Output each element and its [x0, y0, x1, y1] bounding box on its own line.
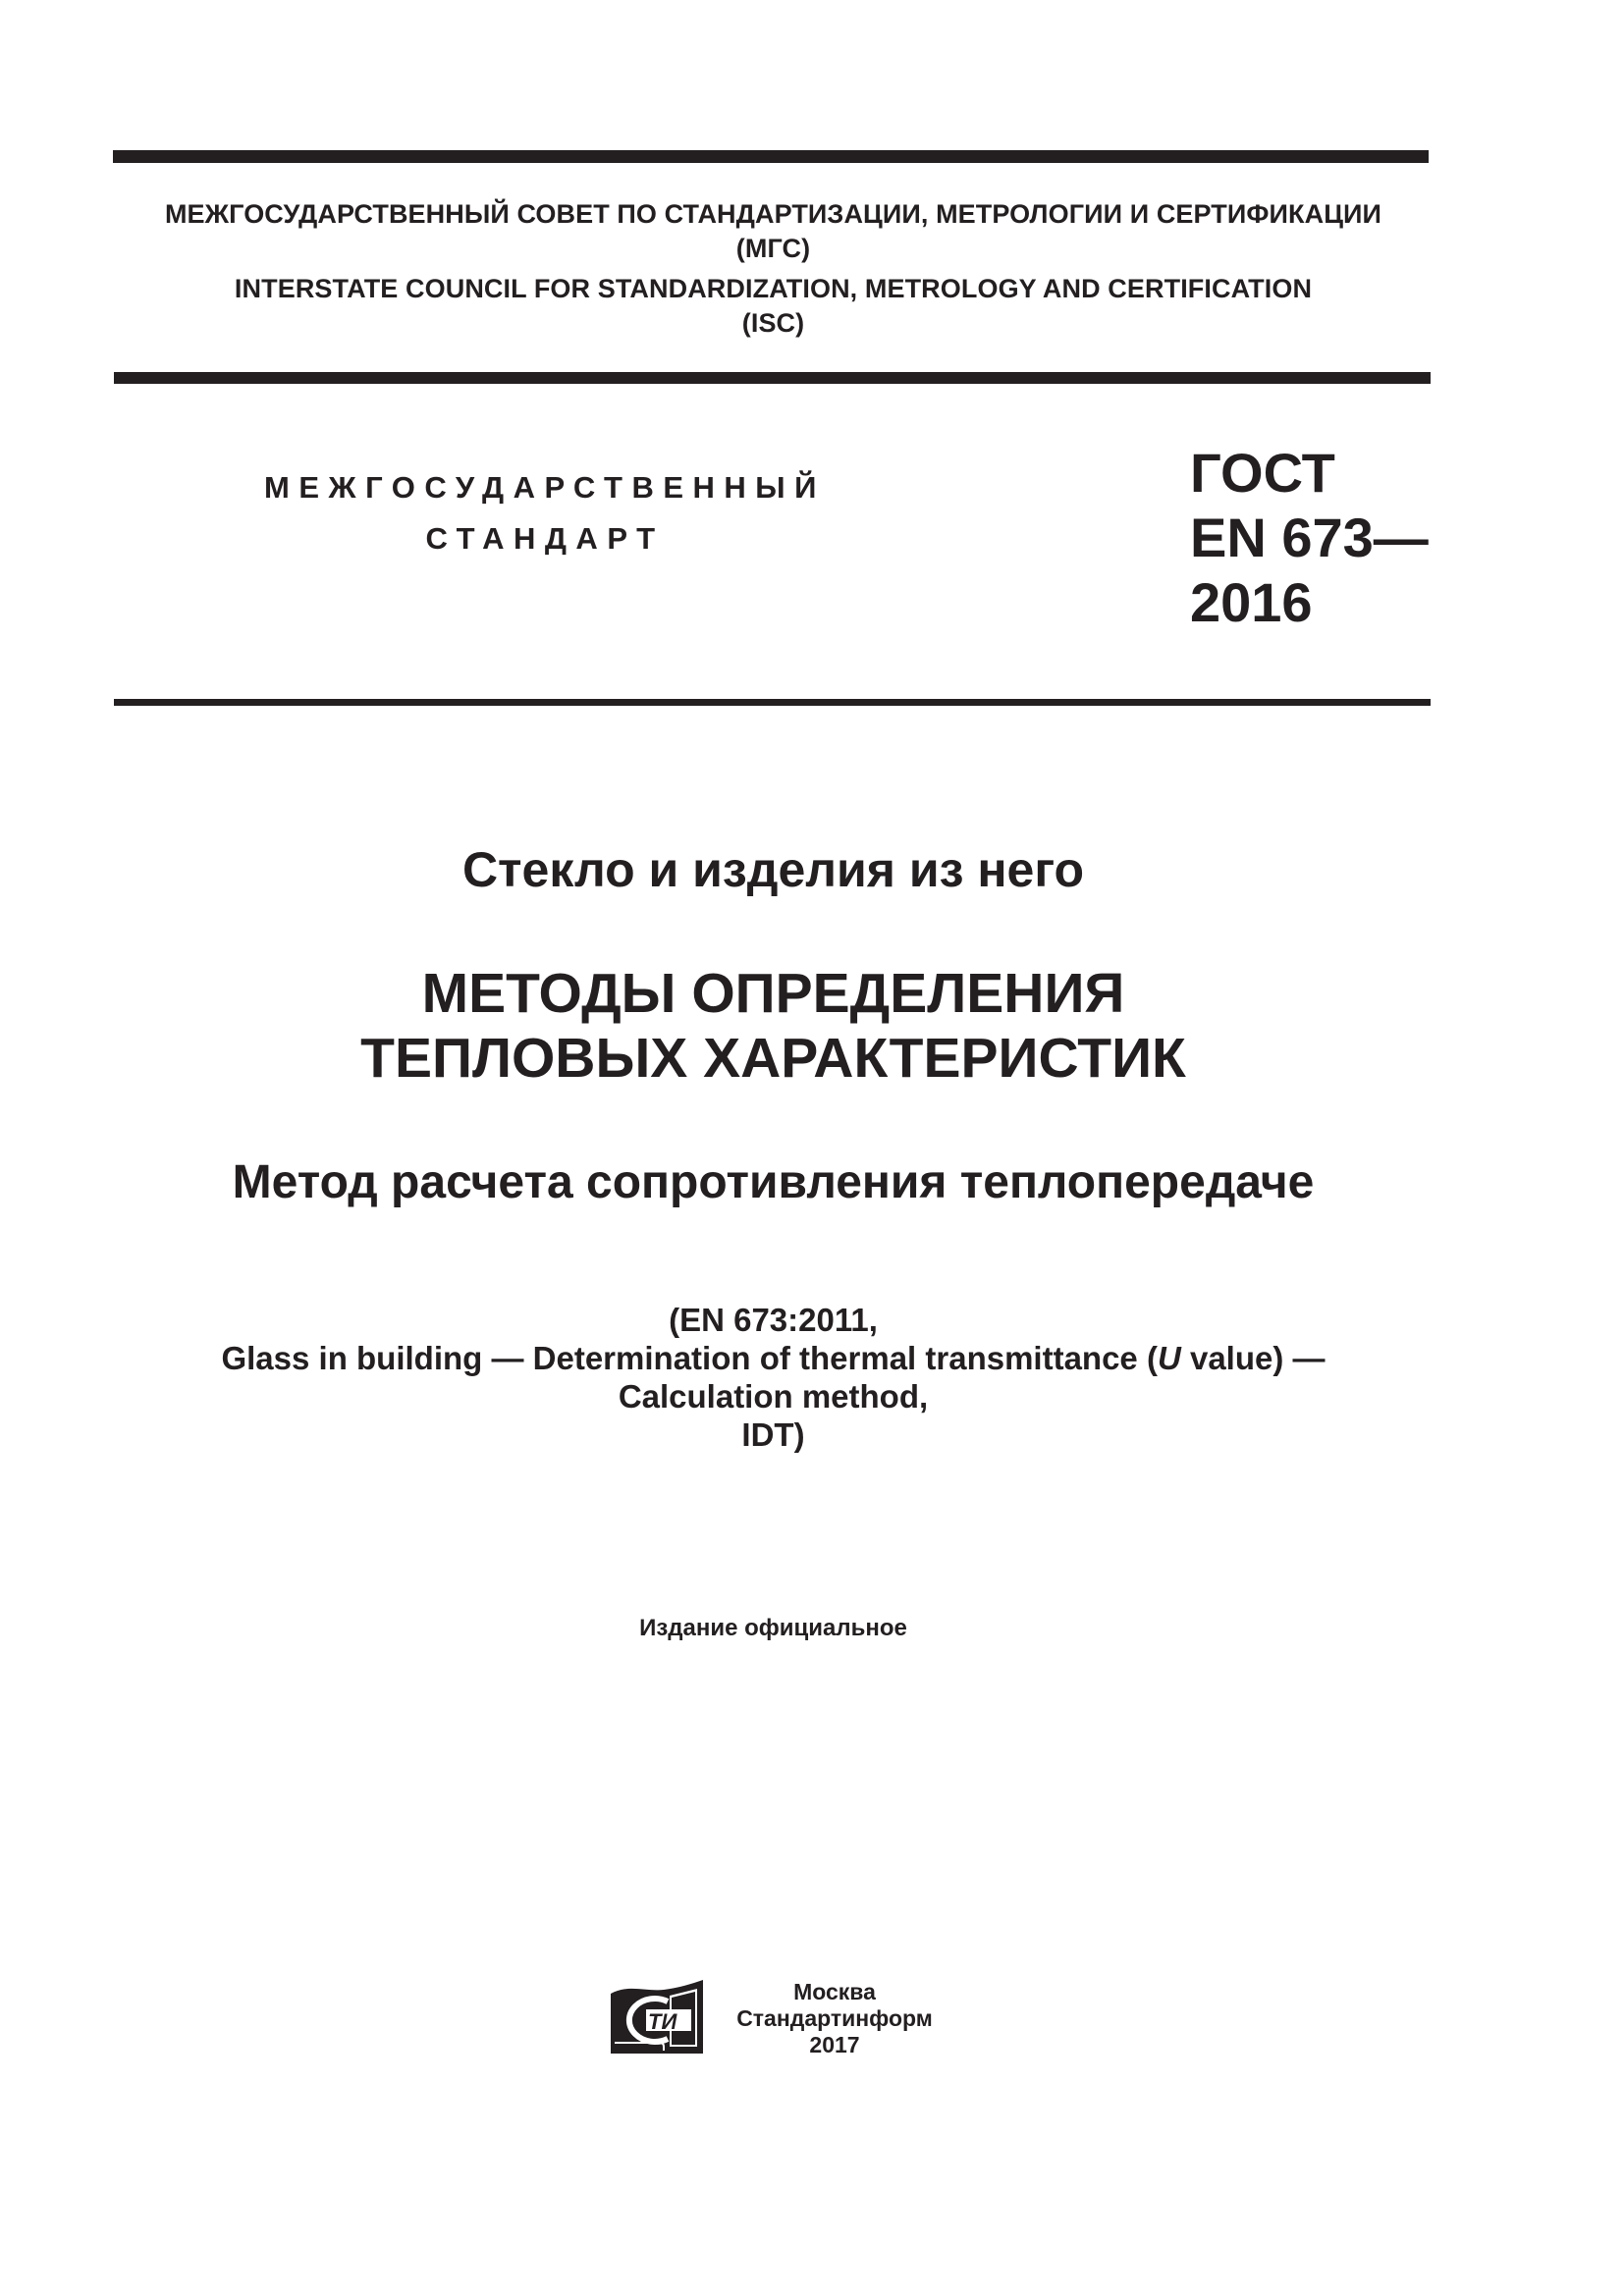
origin-reference — [0, 1301, 1546, 1454]
standard-code — [1190, 441, 1429, 635]
publication-year: 2017 — [809, 2032, 860, 2057]
standard-code-line1: ГОСТ — [1190, 442, 1335, 504]
edition-label: Издание официальное — [639, 1615, 907, 1641]
svg-text:ТИ: ТИ — [648, 2009, 677, 2034]
publisher-city: Москва — [793, 1979, 876, 2004]
method-subtitle: Метод расчета сопротивления теплопередаче — [232, 1156, 1315, 1208]
origin-line1: (EN 673:2011, — [669, 1302, 878, 1338]
publisher-name: Стандартинформ — [736, 2005, 933, 2031]
council-name-en: INTERSTATE COUNCIL FOR STANDARDIZATION, METROLOGY AND CERTIFICATION — [234, 274, 1313, 303]
origin-line3: Calculation method, — [618, 1378, 929, 1415]
main-title — [0, 961, 1546, 1091]
product-title: Стекло и изделия из него — [461, 842, 1085, 897]
standartinform-logo-icon — [611, 1980, 705, 2055]
standard-code-year: 2016 — [1190, 571, 1313, 633]
council-name-ru: МЕЖГОСУДАРСТВЕННЫЙ СОВЕТ ПО СТАНДАРТИЗАЦИИ, МЕТРОЛОГИИ И СЕРТИФИКАЦИИ — [164, 199, 1382, 229]
publisher-imprint — [727, 1979, 943, 2058]
standard-type-label — [187, 462, 903, 564]
council-header — [0, 197, 1546, 341]
designation-rule — [114, 699, 1431, 706]
origin-line4: IDT) — [741, 1416, 805, 1453]
top-rule — [113, 150, 1429, 163]
standard-code-line2: EN 673— — [1190, 507, 1429, 568]
main-title-line1: МЕТОДЫ ОПРЕДЕЛЕНИЯ — [421, 962, 1125, 1025]
council-abbr-en: (ISC) — [741, 308, 805, 338]
standard-type-line2: СТАНДАРТ — [425, 521, 665, 556]
header-rule — [114, 372, 1431, 384]
standard-type-line1: МЕЖГОСУДАРСТВЕННЫЙ — [264, 470, 826, 505]
u-value-symbol: U — [1157, 1340, 1181, 1376]
main-title-line2: ТЕПЛОВЫХ ХАРАКТЕРИСТИК — [360, 1027, 1186, 1090]
origin-line2: Glass in building — Determination of thermal transmittance (U value) — — [221, 1340, 1326, 1376]
council-abbr-ru: (МГС) — [735, 234, 811, 263]
